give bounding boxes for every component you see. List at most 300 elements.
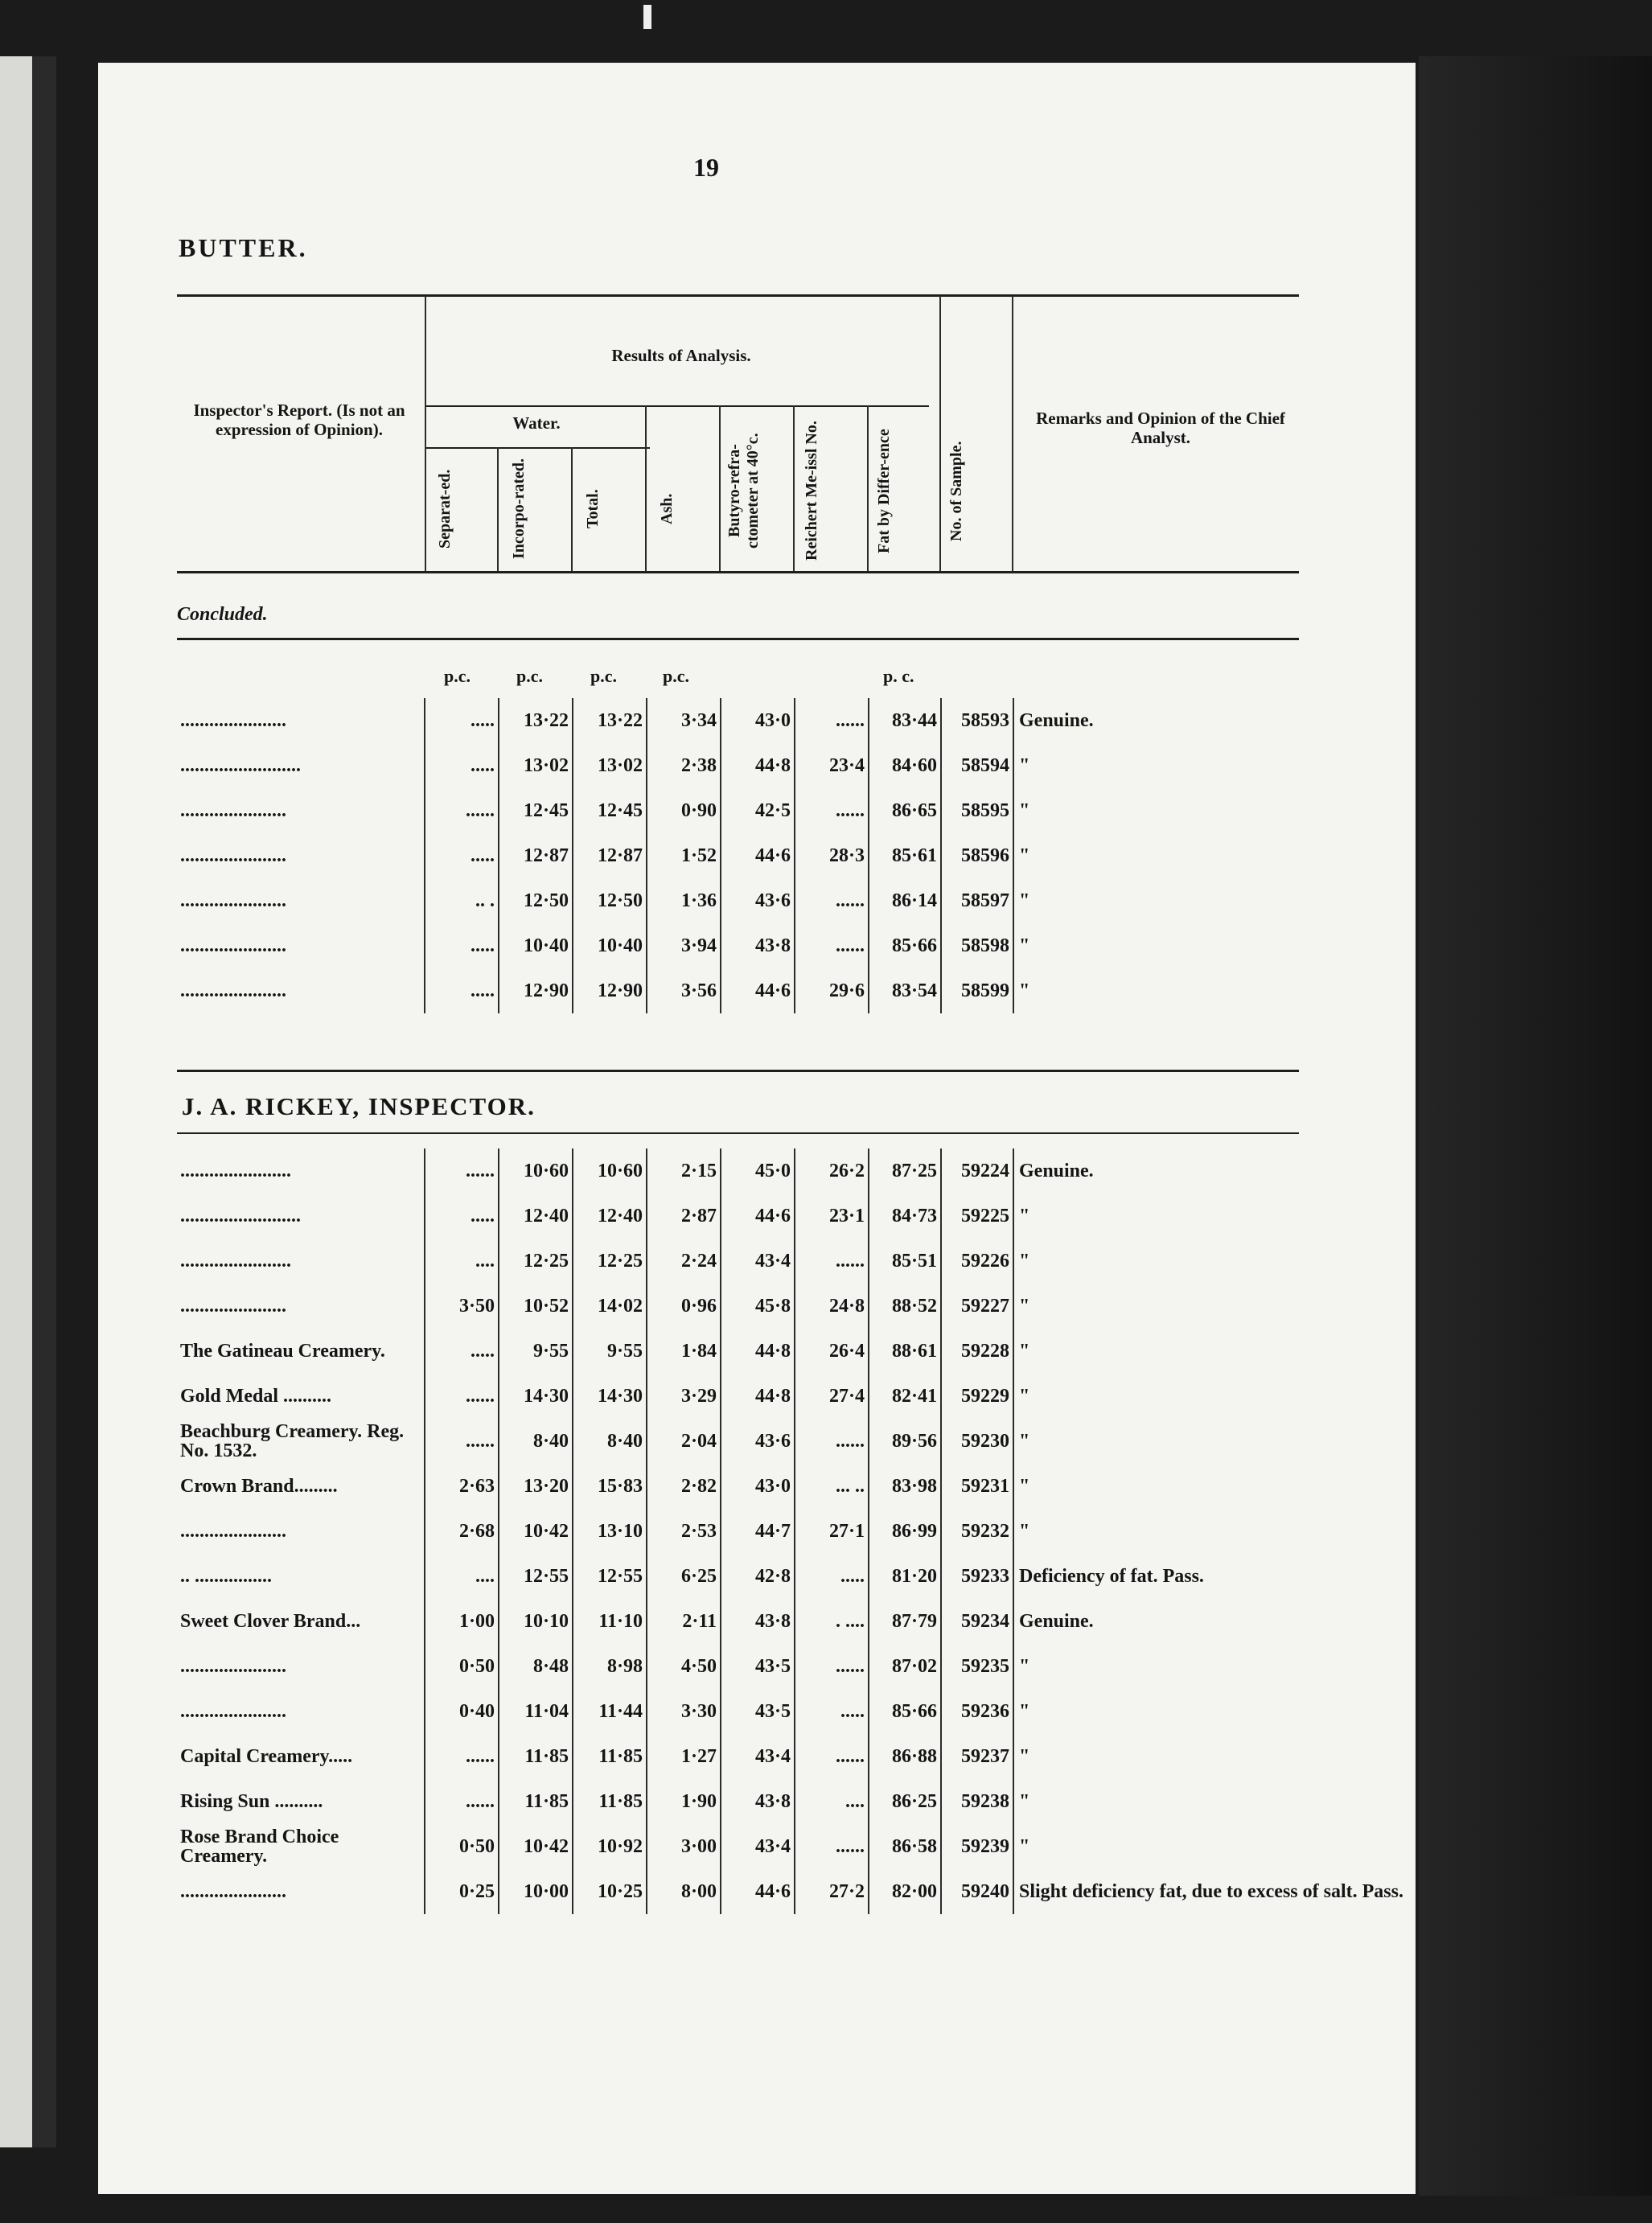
incorporated-cell: 12·40	[499, 1194, 573, 1239]
remarks-cell: "	[1013, 923, 1299, 968]
butyro-cell: 42·5	[721, 788, 795, 833]
reichert-cell: 23·1	[795, 1194, 869, 1239]
description-cell: Rising Sun ..........	[180, 1791, 323, 1812]
remarks-cell: "	[1013, 1239, 1407, 1284]
sample-no-cell: 59240	[941, 1869, 1013, 1914]
ash-cell: 1·52	[647, 833, 721, 878]
total-cell: 10·60	[573, 1148, 647, 1194]
sample-no-cell: 58598	[941, 923, 1013, 968]
results-of-analysis-header: Results of Analysis.	[611, 346, 751, 365]
total-cell: 12·90	[573, 968, 647, 1013]
reichert-cell: ......	[795, 1734, 869, 1779]
separated-cell: 0·40	[425, 1689, 499, 1734]
reichert-cell: ......	[795, 1824, 869, 1869]
separated-cell: ......	[425, 1148, 499, 1194]
header-divider	[425, 296, 426, 571]
description-cell: ......................	[180, 845, 286, 866]
total-cell: 14·02	[573, 1284, 647, 1329]
incorporated-cell: 10·52	[499, 1284, 573, 1329]
document-page	[98, 63, 1416, 2194]
header-divider	[497, 447, 499, 571]
incorporated-cell: 9·55	[499, 1329, 573, 1374]
total-cell: 10·40	[573, 923, 647, 968]
scan-background	[1419, 56, 1652, 2196]
butyro-cell: 43·0	[721, 1464, 795, 1509]
incorporated-cell: 14·30	[499, 1374, 573, 1419]
reichert-cell: ... ..	[795, 1464, 869, 1509]
total-cell: 12·50	[573, 878, 647, 923]
ash-cell: 1·84	[647, 1329, 721, 1374]
separated-cell: ......	[425, 1419, 499, 1464]
reichert-cell: 23·4	[795, 743, 869, 788]
total-cell: 13·10	[573, 1509, 647, 1554]
butyro-cell: 45·8	[721, 1284, 795, 1329]
description-cell: ......................	[180, 800, 286, 821]
separated-cell: ....	[425, 1239, 499, 1284]
fat-cell: 88·52	[869, 1284, 941, 1329]
unit-label: p.c.	[590, 666, 617, 686]
reichert-cell: 28·3	[795, 833, 869, 878]
sample-no-cell: 59227	[941, 1284, 1013, 1329]
fat-cell: 86·14	[869, 878, 941, 923]
reichert-cell: 27·2	[795, 1869, 869, 1914]
reichert-cell: ......	[795, 698, 869, 743]
incorporated-cell: 10·40	[499, 923, 573, 968]
fat-cell: 81·20	[869, 1554, 941, 1599]
remarks-cell: Deficiency of fat. Pass.	[1013, 1554, 1407, 1599]
reichert-cell: ......	[795, 1239, 869, 1284]
table-row	[177, 968, 1299, 1013]
remarks-cell: Genuine.	[1013, 698, 1299, 743]
incorporated-cell: 12·90	[499, 968, 573, 1013]
separated-cell: ......	[425, 1779, 499, 1824]
remarks-cell: "	[1013, 1284, 1407, 1329]
unit-label: p.c.	[516, 666, 543, 686]
remarks-cell: "	[1013, 833, 1299, 878]
table-row	[177, 1194, 1407, 1239]
remarks-cell: "	[1013, 1374, 1407, 1419]
separated-cell: .....	[425, 698, 499, 743]
description-cell: .. ................	[180, 1566, 272, 1587]
butyro-cell: 44·6	[721, 1869, 795, 1914]
total-header: Total.	[584, 489, 602, 529]
fat-cell: 89·56	[869, 1419, 941, 1464]
incorporated-cell: 13·20	[499, 1464, 573, 1509]
total-cell: 13·02	[573, 743, 647, 788]
total-cell: 11·85	[573, 1779, 647, 1824]
total-cell: 12·55	[573, 1554, 647, 1599]
separated-cell: 2·63	[425, 1464, 499, 1509]
analysis-table-concluded	[177, 698, 1299, 1013]
butyro-cell: 43·4	[721, 1734, 795, 1779]
butyro-cell: 43·6	[721, 1419, 795, 1464]
incorporated-cell: 10·00	[499, 1869, 573, 1914]
separated-cell: .. .	[425, 878, 499, 923]
description-cell: Rose Brand Choice Creamery.	[180, 1826, 339, 1867]
table-row	[177, 923, 1299, 968]
separated-cell: .....	[425, 1194, 499, 1239]
reichert-cell: 27·4	[795, 1374, 869, 1419]
remarks-cell: "	[1013, 1419, 1407, 1464]
butyro-cell: 44·8	[721, 1329, 795, 1374]
ash-cell: 4·50	[647, 1644, 721, 1689]
scan-mark	[643, 5, 651, 29]
remarks-cell: "	[1013, 968, 1299, 1013]
fat-cell: 86·25	[869, 1779, 941, 1824]
remarks-cell: "	[1013, 1509, 1407, 1554]
description-cell: ......................	[180, 935, 286, 956]
fat-cell: 84·73	[869, 1194, 941, 1239]
table-row	[177, 1329, 1407, 1374]
incorporated-cell: 12·45	[499, 788, 573, 833]
separated-cell: ......	[425, 1374, 499, 1419]
total-cell: 13·22	[573, 698, 647, 743]
table-row	[177, 1644, 1407, 1689]
butyro-cell: 44·7	[721, 1509, 795, 1554]
table-row	[177, 1374, 1407, 1419]
fat-cell: 83·44	[869, 698, 941, 743]
butyro-cell: 45·0	[721, 1148, 795, 1194]
ash-header: Ash.	[658, 493, 676, 525]
fat-header: Fat by Differ-ence	[875, 429, 893, 553]
ash-cell: 0·96	[647, 1284, 721, 1329]
butyro-header: Butyro-refra-ctometer at 40°c.	[725, 433, 762, 549]
sample-no-cell: 59232	[941, 1509, 1013, 1554]
separated-cell: 2·68	[425, 1509, 499, 1554]
sample-no-cell: 59237	[941, 1734, 1013, 1779]
total-cell: 12·40	[573, 1194, 647, 1239]
description-cell: Gold Medal ..........	[180, 1386, 332, 1407]
fat-cell: 84·60	[869, 743, 941, 788]
fat-cell: 85·51	[869, 1239, 941, 1284]
total-cell: 12·45	[573, 788, 647, 833]
fat-cell: 86·65	[869, 788, 941, 833]
ash-cell: 3·29	[647, 1374, 721, 1419]
fat-cell: 82·41	[869, 1374, 941, 1419]
butyro-cell: 43·6	[721, 878, 795, 923]
reichert-cell: ......	[795, 1644, 869, 1689]
reichert-cell: . ....	[795, 1599, 869, 1644]
table-row	[177, 1824, 1407, 1869]
reichert-cell: 27·1	[795, 1509, 869, 1554]
total-cell: 11·44	[573, 1689, 647, 1734]
description-cell: Crown Brand.........	[180, 1476, 338, 1497]
sample-no-cell: 58596	[941, 833, 1013, 878]
table-row	[177, 1464, 1407, 1509]
unit-label: p.c.	[444, 666, 471, 686]
sample-no-cell: 59238	[941, 1779, 1013, 1824]
butyro-cell: 43·5	[721, 1689, 795, 1734]
total-cell: 12·87	[573, 833, 647, 878]
incorporated-cell: 13·02	[499, 743, 573, 788]
incorporated-cell: 8·40	[499, 1419, 573, 1464]
concluded-rule	[177, 638, 1299, 640]
butyro-cell: 43·5	[721, 1644, 795, 1689]
fat-cell: 86·99	[869, 1509, 941, 1554]
separated-cell: 0·25	[425, 1869, 499, 1914]
table-row	[177, 1554, 1407, 1599]
total-cell: 10·25	[573, 1869, 647, 1914]
sample-no-cell: 59235	[941, 1644, 1013, 1689]
reichert-cell: ......	[795, 878, 869, 923]
ash-cell: 1·27	[647, 1734, 721, 1779]
separated-cell: 3·50	[425, 1284, 499, 1329]
remarks-cell: Slight deficiency fat, due to excess of salt. Pass.	[1013, 1869, 1407, 1914]
header-divider	[867, 405, 869, 571]
concluded-label: Concluded.	[177, 604, 268, 625]
table-row	[177, 833, 1299, 878]
ash-cell: 3·56	[647, 968, 721, 1013]
fat-cell: 87·02	[869, 1644, 941, 1689]
header-divider	[719, 405, 721, 571]
incorporated-cell: 10·42	[499, 1824, 573, 1869]
description-cell: ......................	[180, 980, 286, 1001]
remarks-cell: Genuine.	[1013, 1599, 1407, 1644]
incorporated-cell: 12·50	[499, 878, 573, 923]
fat-cell: 82·00	[869, 1869, 941, 1914]
remarks-cell: "	[1013, 1779, 1407, 1824]
incorporated-cell: 13·22	[499, 698, 573, 743]
water-sub-rule	[426, 447, 650, 449]
table-row	[177, 1509, 1407, 1554]
incorporated-cell: 10·10	[499, 1599, 573, 1644]
reichert-cell: .....	[795, 1554, 869, 1599]
sample-no-cell: 59228	[941, 1329, 1013, 1374]
butyro-cell: 43·4	[721, 1239, 795, 1284]
total-cell: 11·10	[573, 1599, 647, 1644]
description-cell: ......................	[180, 890, 286, 911]
reichert-cell: ....	[795, 1779, 869, 1824]
incorporated-cell: 12·87	[499, 833, 573, 878]
reichert-cell: ......	[795, 923, 869, 968]
sample-no-cell: 59233	[941, 1554, 1013, 1599]
separated-cell: ......	[425, 1734, 499, 1779]
separated-cell: 0·50	[425, 1644, 499, 1689]
butyro-cell: 43·8	[721, 923, 795, 968]
total-cell: 11·85	[573, 1734, 647, 1779]
fat-cell: 83·98	[869, 1464, 941, 1509]
description-cell: .......................	[180, 1161, 291, 1181]
table-row	[177, 1239, 1407, 1284]
description-cell: ......................	[180, 1701, 286, 1722]
separated-header: Separat-ed.	[436, 469, 454, 549]
reichert-cell: ......	[795, 1419, 869, 1464]
inspector-report-header: Inspector's Report. (Is not an expression of Opinion).	[193, 401, 405, 440]
ash-cell: 8·00	[647, 1869, 721, 1914]
butyro-cell: 43·8	[721, 1599, 795, 1644]
table-row	[177, 1419, 1407, 1464]
analysis-table-rickey	[177, 1148, 1407, 1914]
inspector-rule	[177, 1132, 1299, 1134]
separated-cell: .....	[425, 743, 499, 788]
sample-no-cell: 59230	[941, 1419, 1013, 1464]
description-cell: ......................	[180, 1521, 286, 1542]
sample-no-cell: 58595	[941, 788, 1013, 833]
incorporated-cell: 12·55	[499, 1554, 573, 1599]
reichert-cell: 24·8	[795, 1284, 869, 1329]
water-group-rule	[426, 405, 929, 407]
separated-cell: ....	[425, 1554, 499, 1599]
description-cell: ......................	[180, 1656, 286, 1677]
separated-cell: .....	[425, 923, 499, 968]
unit-label: p.c.	[663, 666, 689, 686]
remarks-cell: "	[1013, 1329, 1407, 1374]
remarks-header: Remarks and Opinion of the Chief Analyst.	[1036, 409, 1285, 448]
butyro-cell: 43·8	[721, 1779, 795, 1824]
header-divider	[793, 405, 795, 571]
sample-no-cell: 59224	[941, 1148, 1013, 1194]
reichert-cell: 29·6	[795, 968, 869, 1013]
remarks-cell: "	[1013, 1464, 1407, 1509]
header-divider	[939, 296, 941, 571]
sample-no-cell: 59236	[941, 1689, 1013, 1734]
ash-cell: 1·36	[647, 878, 721, 923]
butyro-cell: 44·8	[721, 743, 795, 788]
sample-no-cell: 59229	[941, 1374, 1013, 1419]
header-divider	[1012, 296, 1013, 571]
incorporated-cell: 11·04	[499, 1689, 573, 1734]
remarks-cell: Genuine.	[1013, 1148, 1407, 1194]
sample-no-cell: 58597	[941, 878, 1013, 923]
table-row	[177, 1284, 1407, 1329]
table-row	[177, 1599, 1407, 1644]
book-gutter	[32, 56, 56, 2147]
fat-cell: 85·61	[869, 833, 941, 878]
description-cell: .........................	[180, 1206, 301, 1227]
page-number: 19	[693, 153, 719, 182]
incorporated-cell: 12·25	[499, 1239, 573, 1284]
ash-cell: 2·04	[647, 1419, 721, 1464]
total-cell: 15·83	[573, 1464, 647, 1509]
reichert-cell: .....	[795, 1689, 869, 1734]
table-row	[177, 1148, 1407, 1194]
ash-cell: 2·53	[647, 1509, 721, 1554]
ash-cell: 2·11	[647, 1599, 721, 1644]
incorporated-cell: 10·60	[499, 1148, 573, 1194]
sample-no-cell: 58593	[941, 698, 1013, 743]
reichert-cell: 26·2	[795, 1148, 869, 1194]
description-cell: .......................	[180, 1251, 291, 1272]
separated-cell: .....	[425, 1329, 499, 1374]
remarks-cell: "	[1013, 1689, 1407, 1734]
remarks-cell: "	[1013, 1734, 1407, 1779]
inspector-title: J. A. RICKEY, INSPECTOR.	[182, 1092, 536, 1120]
section-title: BUTTER.	[179, 233, 308, 262]
butyro-cell: 43·4	[721, 1824, 795, 1869]
remarks-cell: "	[1013, 1194, 1407, 1239]
separated-cell: .....	[425, 833, 499, 878]
ash-cell: 3·30	[647, 1689, 721, 1734]
incorporated-cell: 8·48	[499, 1644, 573, 1689]
incorporated-header: Incorpo-rated.	[510, 458, 528, 560]
header-divider	[571, 447, 573, 571]
ash-cell: 2·87	[647, 1194, 721, 1239]
description-cell: Beachburg Creamery. Reg. No. 1532.	[180, 1421, 405, 1461]
butyro-cell: 44·6	[721, 1194, 795, 1239]
ash-cell: 2·15	[647, 1148, 721, 1194]
ash-cell: 0·90	[647, 788, 721, 833]
sample-no-cell: 59239	[941, 1824, 1013, 1869]
total-cell: 8·98	[573, 1644, 647, 1689]
butyro-cell: 42·8	[721, 1554, 795, 1599]
unit-label: p. c.	[883, 666, 914, 686]
table-row	[177, 698, 1299, 743]
description-cell: .........................	[180, 755, 301, 776]
separated-cell: 1·00	[425, 1599, 499, 1644]
total-cell: 12·25	[573, 1239, 647, 1284]
description-cell: Capital Creamery.....	[180, 1746, 353, 1767]
sample-no-cell: 58594	[941, 743, 1013, 788]
fat-cell: 83·54	[869, 968, 941, 1013]
remarks-cell: "	[1013, 743, 1299, 788]
reichert-cell: 26·4	[795, 1329, 869, 1374]
butyro-cell: 44·8	[721, 1374, 795, 1419]
sample-no-cell: 59225	[941, 1194, 1013, 1239]
fat-cell: 85·66	[869, 1689, 941, 1734]
fat-cell: 87·79	[869, 1599, 941, 1644]
table-row	[177, 743, 1299, 788]
table-row	[177, 1779, 1407, 1824]
separated-cell: .....	[425, 968, 499, 1013]
header-top-rule	[177, 294, 1299, 297]
ash-cell: 2·82	[647, 1464, 721, 1509]
table-row	[177, 1734, 1407, 1779]
section-rule	[177, 1070, 1299, 1072]
water-header: Water.	[512, 413, 561, 433]
ash-cell: 3·94	[647, 923, 721, 968]
adjacent-page-edge	[0, 56, 32, 2147]
sample-no-cell: 58599	[941, 968, 1013, 1013]
table-row	[177, 788, 1299, 833]
incorporated-cell: 11·85	[499, 1734, 573, 1779]
reichert-header: Reichert Me-issl No.	[803, 421, 820, 561]
butyro-cell: 43·0	[721, 698, 795, 743]
incorporated-cell: 11·85	[499, 1779, 573, 1824]
description-cell: The Gatineau Creamery.	[180, 1341, 385, 1362]
header-bottom-rule	[177, 571, 1299, 573]
total-cell: 14·30	[573, 1374, 647, 1419]
fat-cell: 85·66	[869, 923, 941, 968]
ash-cell: 3·00	[647, 1824, 721, 1869]
table-row	[177, 878, 1299, 923]
fat-cell: 86·88	[869, 1734, 941, 1779]
incorporated-cell: 10·42	[499, 1509, 573, 1554]
description-cell: ......................	[180, 710, 286, 731]
reichert-cell: ......	[795, 788, 869, 833]
remarks-cell: "	[1013, 788, 1299, 833]
butyro-cell: 44·6	[721, 968, 795, 1013]
header-divider	[645, 405, 647, 571]
total-cell: 9·55	[573, 1329, 647, 1374]
description-cell: Sweet Clover Brand...	[180, 1611, 361, 1632]
fat-cell: 86·58	[869, 1824, 941, 1869]
total-cell: 10·92	[573, 1824, 647, 1869]
butyro-cell: 44·6	[721, 833, 795, 878]
remarks-cell: "	[1013, 1824, 1407, 1869]
table-row	[177, 1689, 1407, 1734]
ash-cell: 2·24	[647, 1239, 721, 1284]
separated-cell: 0·50	[425, 1824, 499, 1869]
ash-cell: 6·25	[647, 1554, 721, 1599]
sample-no-cell: 59226	[941, 1239, 1013, 1284]
separated-cell: ......	[425, 788, 499, 833]
ash-cell: 2·38	[647, 743, 721, 788]
description-cell: ......................	[180, 1881, 286, 1902]
sample-no-cell: 59231	[941, 1464, 1013, 1509]
ash-cell: 1·90	[647, 1779, 721, 1824]
ash-cell: 3·34	[647, 698, 721, 743]
sample-no-cell: 59234	[941, 1599, 1013, 1644]
